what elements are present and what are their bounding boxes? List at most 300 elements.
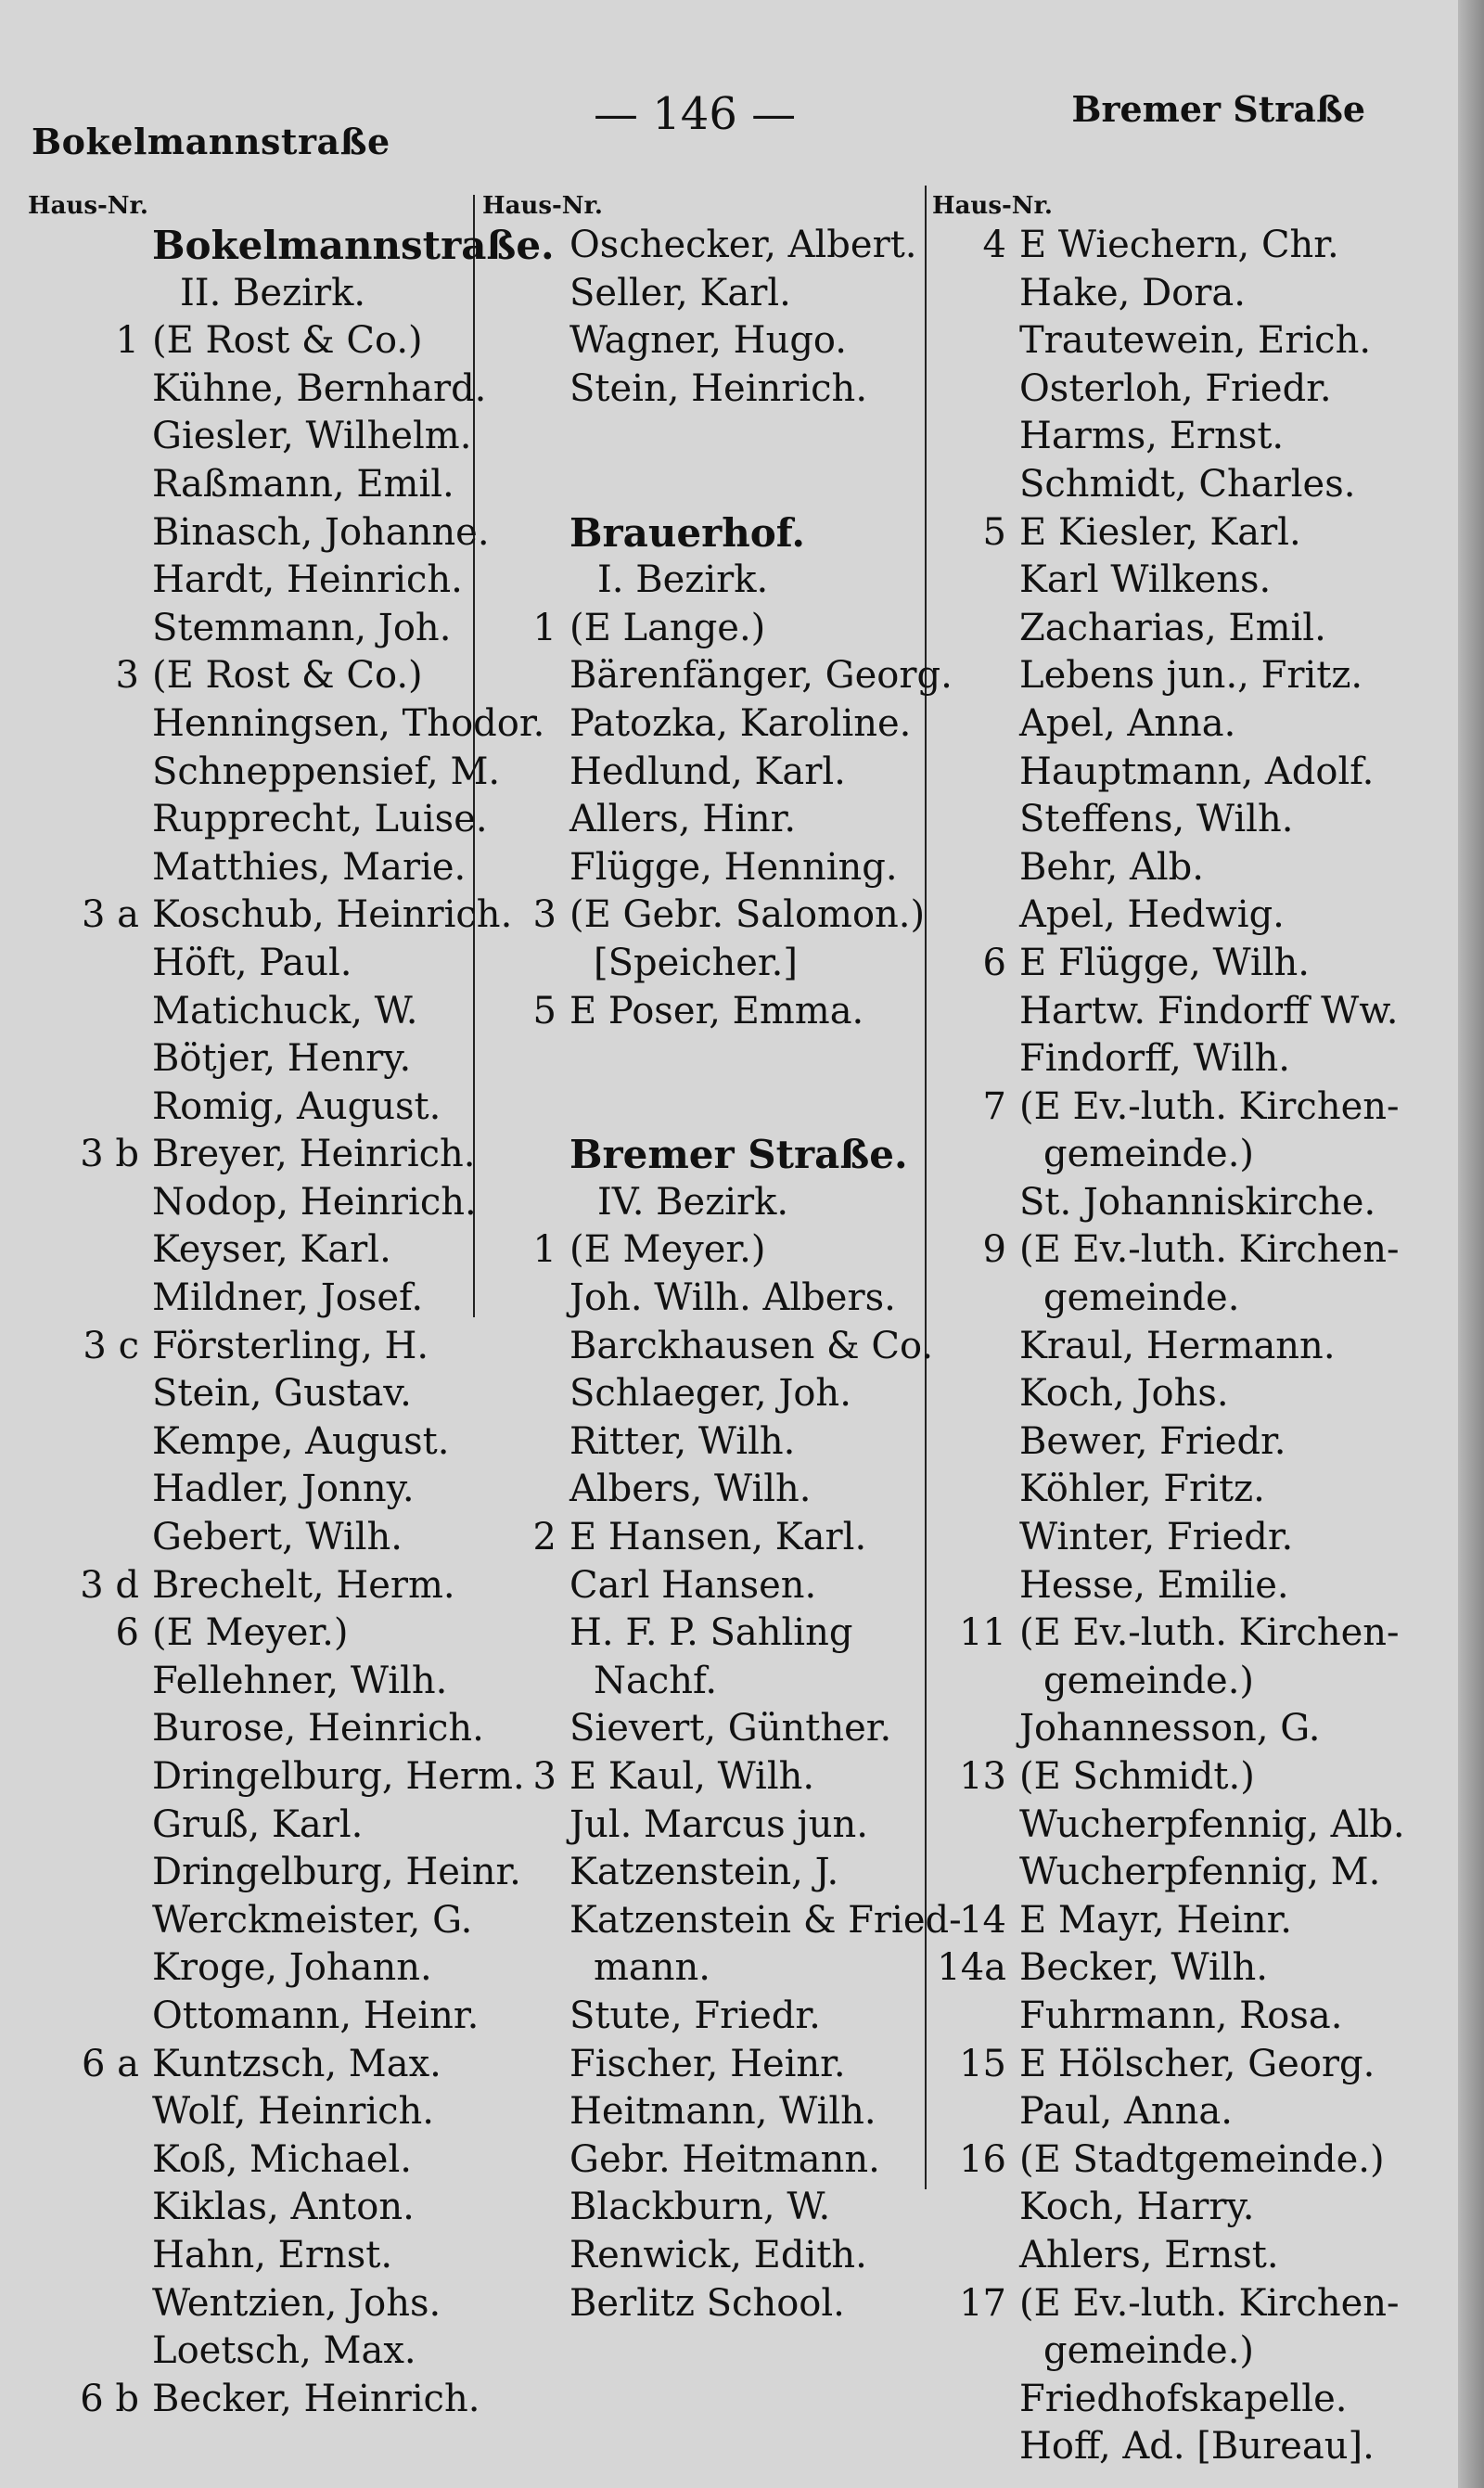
resident-name: Binasch, Johanne. [152, 510, 490, 554]
house-number [28, 700, 152, 749]
resident-name: (E Ev.-luth. Kirchen- [1019, 1228, 1400, 1272]
directory-entry [28, 1849, 521, 1897]
resident-name: Ritter, Wilh. [569, 1419, 796, 1463]
resident-name: Stein, Gustav. [152, 1372, 412, 1416]
directory-entry [932, 700, 1452, 749]
house-number [28, 1802, 152, 1850]
house-number [932, 270, 1019, 318]
house-number: 16 [959, 2137, 1006, 2181]
directory-entry [932, 1610, 1452, 1658]
resident-name: (E Lange.) [569, 606, 766, 649]
directory-entry [932, 1897, 1452, 1945]
directory-entry [932, 2088, 1452, 2136]
hausnr-label: Haus-Nr. [932, 192, 1053, 220]
directory-entry [932, 796, 1452, 844]
directory-entry [932, 1275, 1452, 1323]
page-edge [1458, 0, 1484, 2488]
resident-name: Harms, Ernst. [1019, 415, 1285, 458]
directory-entry [482, 844, 918, 892]
resident-name: Winter, Friedr. [1019, 1516, 1294, 1559]
house-number: 3 [115, 654, 139, 698]
house-number [482, 270, 569, 318]
directory-entry [28, 891, 513, 940]
directory-entry [28, 557, 464, 605]
house-number [28, 461, 152, 509]
resident-name: Carl Hansen. [569, 1563, 817, 1607]
directory-entry [28, 1466, 464, 1514]
directory-entry [932, 222, 1452, 270]
directory-entry [28, 1562, 464, 1610]
house-number [932, 1562, 1019, 1610]
house-number [482, 940, 569, 988]
resident-name: Friedhofskapelle. [1019, 2377, 1348, 2420]
directory-entry [28, 1944, 464, 1993]
resident-name: Karl Wilkens. [1019, 558, 1272, 602]
resident-name: (E Rost & Co.) [152, 319, 423, 363]
column-2 [482, 190, 962, 2328]
resident-name: gemeinde.) [1043, 1133, 1255, 1176]
resident-name: Lebens jun., Fritz. [1019, 654, 1363, 698]
house-number [28, 1370, 152, 1418]
directory-entry [28, 700, 545, 749]
directory-entry [482, 749, 918, 797]
directory-entry [482, 652, 953, 700]
resident-name: Heitmann, Wilh. [569, 2090, 876, 2134]
house-number [932, 2376, 1019, 2424]
district-name: II. Bezirk. [180, 271, 366, 314]
directory-entry [932, 366, 1452, 414]
directory-entry [28, 1275, 464, 1323]
resident-name: Hedlund, Karl. [569, 750, 846, 793]
house-number: 13 [959, 1755, 1006, 1798]
house-number [482, 1418, 569, 1467]
directory-entry [932, 1418, 1452, 1467]
house-number [932, 749, 1019, 797]
resident-name: Katzenstein & Fried- [569, 1898, 962, 1942]
directory-entry [28, 2232, 464, 2280]
house-number [28, 509, 152, 558]
house-number [932, 2232, 1019, 2280]
directory-entry [482, 2041, 918, 2089]
house-number [932, 1466, 1019, 1514]
house-number: 3 [532, 893, 556, 937]
resident-name: Nodop, Heinrich. [152, 1180, 477, 1224]
directory-entry [482, 1418, 918, 1467]
street-heading [28, 222, 555, 270]
directory-entry [932, 1226, 1452, 1275]
house-number [932, 700, 1019, 749]
directory-entry [28, 509, 490, 558]
house-number: 1 [532, 606, 556, 649]
house-number [28, 1466, 152, 1514]
house-number [482, 2184, 569, 2232]
house-number [28, 1705, 152, 1753]
house-number: 6 a [81, 2042, 139, 2085]
house-number [28, 2136, 152, 2185]
house-number [482, 1705, 569, 1753]
house-number [28, 1753, 152, 1802]
directory-entry [932, 1323, 1452, 1371]
resident-name: Barckhausen & Co. [569, 1324, 934, 1367]
house-number [28, 1849, 152, 1897]
house-number [932, 652, 1019, 700]
directory-entry [28, 1418, 464, 1467]
resident-name: Patozka, Karoline. [569, 701, 912, 745]
house-number [28, 988, 152, 1036]
directory-entry [28, 366, 487, 414]
house-number: 4 [982, 224, 1006, 266]
resident-name: Wolf, Heinrich. [152, 2090, 434, 2134]
resident-name: Bötjer, Henry. [152, 1037, 412, 1081]
house-number [932, 2088, 1019, 2136]
resident-name: (E Rost & Co.) [152, 654, 423, 698]
directory-entry [932, 2041, 1452, 2089]
house-number [28, 940, 152, 988]
house-number [932, 1275, 1019, 1323]
district-label [28, 270, 464, 318]
resident-name: Sievert, Günther. [569, 1707, 892, 1751]
directory-entry [482, 222, 918, 270]
directory-entry [28, 1370, 464, 1418]
directory-entry [28, 1802, 464, 1850]
directory-entry [482, 605, 918, 653]
house-number [482, 1275, 569, 1323]
resident-name: (E Ev.-luth. Kirchen- [1019, 2281, 1400, 2325]
house-number: 7 [982, 1084, 1006, 1128]
directory-entry [932, 2328, 1452, 2376]
running-head-right: Bremer Straße [1071, 88, 1365, 130]
directory-entry [482, 1466, 918, 1514]
house-number [932, 844, 1019, 892]
directory-entry [932, 1944, 1452, 1993]
resident-name: Gebert, Wilh. [152, 1516, 403, 1559]
directory-entry [932, 2184, 1452, 2232]
house-number [482, 2280, 569, 2328]
directory-entry [932, 1179, 1452, 1227]
directory-entry [482, 988, 918, 1036]
house-number [932, 557, 1019, 605]
resident-name: Blackburn, W. [569, 2186, 831, 2229]
resident-name: mann. [594, 1946, 711, 1990]
street-name: Bremer Straße. [569, 1132, 908, 1178]
directory-entry [482, 1514, 918, 1562]
house-number [28, 1035, 152, 1084]
house-number [482, 557, 569, 605]
directory-entry [932, 844, 1452, 892]
directory-entry [932, 2136, 1452, 2185]
house-number: 5 [982, 510, 1006, 554]
resident-name: Joh. Wilh. Albers. [569, 1276, 896, 1320]
house-number [932, 1323, 1019, 1371]
house-number: 1 [532, 1228, 556, 1272]
hausnr-label: Haus-Nr. [482, 192, 603, 220]
resident-name: Breyer, Heinrich. [152, 1133, 476, 1176]
directory-entry [932, 413, 1452, 461]
house-number [28, 413, 152, 461]
house-number [932, 366, 1019, 414]
resident-name: Apel, Hedwig. [1019, 893, 1285, 937]
directory-entry [932, 605, 1452, 653]
street-heading [482, 509, 918, 558]
resident-name: E Mayr, Heinr. [1019, 1898, 1293, 1942]
house-number [482, 317, 569, 366]
directory-entry [932, 1370, 1452, 1418]
house-number [28, 2280, 152, 2328]
house-number [482, 1658, 569, 1706]
resident-name: Köhler, Fritz. [1019, 1468, 1265, 1511]
house-number [28, 796, 152, 844]
house-number [28, 557, 152, 605]
district-label [482, 557, 918, 605]
resident-name: Allers, Hinr. [569, 798, 797, 841]
directory-entry [28, 844, 467, 892]
house-number [482, 1562, 569, 1610]
house-number [482, 2136, 569, 2185]
house-number [482, 700, 569, 749]
resident-name: Schmidt, Charles. [1019, 462, 1356, 506]
district-name: I. Bezirk. [597, 558, 769, 602]
house-number [932, 1705, 1019, 1753]
directory-entry [28, 2041, 464, 2089]
house-number [932, 1849, 1019, 1897]
resident-name: Wentzien, Johs. [152, 2281, 441, 2325]
house-number [28, 2184, 152, 2232]
house-number [482, 1993, 569, 2041]
house-number [932, 796, 1019, 844]
house-number [482, 652, 569, 700]
house-number [932, 317, 1019, 366]
house-number [932, 1131, 1019, 1179]
directory-entry [932, 749, 1452, 797]
resident-name: Paul, Anna. [1019, 2090, 1233, 2134]
house-number [482, 2088, 569, 2136]
resident-name: Kraul, Hermann. [1019, 1324, 1336, 1367]
directory-entry [932, 509, 1452, 558]
directory-entry [28, 413, 472, 461]
directory-entry [28, 1131, 476, 1179]
directory-entry [28, 1753, 525, 1802]
house-number [482, 1802, 569, 1850]
column-3 [932, 190, 1452, 2471]
house-number [28, 1514, 152, 1562]
house-number [482, 796, 569, 844]
directory-entry [28, 1897, 473, 1945]
house-number [28, 749, 152, 797]
directory-entry [932, 1131, 1452, 1179]
house-number [28, 1084, 152, 1132]
house-number: 3 c [83, 1324, 139, 1367]
resident-name: St. Johanniskirche. [1019, 1180, 1376, 1224]
directory-entry [482, 1753, 918, 1802]
house-number: 6 [982, 941, 1006, 984]
directory-entry [482, 1323, 934, 1371]
house-number [932, 1514, 1019, 1562]
resident-name: Albers, Wilh. [569, 1468, 812, 1511]
directory-entry [932, 1849, 1452, 1897]
directory-entry [932, 652, 1452, 700]
directory-entry [28, 1658, 464, 1706]
resident-name: gemeinde.) [1043, 2329, 1255, 2373]
house-number [482, 1370, 569, 1418]
directory-entry [932, 2280, 1452, 2328]
directory-entry [482, 1993, 918, 2041]
resident-name: Jul. Marcus jun. [569, 1802, 868, 1846]
resident-name: Försterling, H. [152, 1324, 429, 1367]
resident-name: Kühne, Bernhard. [152, 366, 487, 410]
resident-name: (E Ev.-luth. Kirchen- [1019, 1084, 1400, 1128]
directory-entry [28, 652, 464, 700]
resident-name: Höft, Paul. [152, 941, 352, 984]
directory-entry [28, 1035, 464, 1084]
resident-name: gemeinde.) [1043, 1659, 1255, 1702]
house-number [28, 222, 152, 270]
directory-entry [482, 1370, 918, 1418]
resident-name: E Kiesler, Karl. [1019, 510, 1301, 554]
resident-name: Hadler, Jonny. [152, 1468, 415, 1511]
house-number [482, 366, 569, 414]
resident-name: Kiklas, Anton. [152, 2186, 415, 2229]
directory-entry [482, 1658, 918, 1706]
resident-name: (E Meyer.) [569, 1228, 766, 1272]
house-number [28, 605, 152, 653]
resident-name: Loetsch, Max. [152, 2329, 416, 2373]
resident-name: Hesse, Emilie. [1019, 1563, 1289, 1607]
resident-name: Mildner, Josef. [152, 1276, 424, 1320]
directory-entry [28, 1084, 464, 1132]
resident-name: Hardt, Heinrich. [152, 558, 463, 602]
directory-entry [932, 317, 1452, 366]
house-number [482, 1323, 569, 1371]
house-number: 14a [937, 1946, 1006, 1990]
directory-entry [28, 988, 464, 1036]
resident-name: E Poser, Emma. [569, 989, 864, 1032]
house-number [482, 1849, 569, 1897]
directory-entry [482, 2088, 918, 2136]
house-number [932, 988, 1019, 1036]
resident-name: E Flügge, Wilh. [1019, 941, 1311, 984]
resident-name: Schneppensief, M. [152, 750, 501, 793]
house-number [28, 1179, 152, 1227]
resident-name: Findorff, Wilh. [1019, 1037, 1291, 1081]
resident-name: Schlaeger, Joh. [569, 1372, 851, 1416]
directory-entry [28, 2136, 464, 2185]
house-number: 3 b [80, 1133, 139, 1176]
house-number [28, 844, 152, 892]
resident-name: Trautewein, Erich. [1019, 319, 1372, 363]
directory-entry [28, 2328, 464, 2376]
directory-entry [932, 2232, 1452, 2280]
house-number [482, 1897, 569, 1945]
house-number [482, 2232, 569, 2280]
page-header [0, 0, 1458, 176]
resident-name: Giesler, Wilhelm. [152, 415, 472, 458]
directory-entry [482, 1705, 918, 1753]
directory-entry [482, 2232, 918, 2280]
resident-name: Hauptmann, Adolf. [1019, 750, 1375, 793]
resident-name: Henningsen, Thodor. [152, 701, 545, 745]
directory-entry [28, 749, 501, 797]
spacer [482, 1035, 918, 1084]
resident-name: Flügge, Henning. [569, 845, 898, 889]
house-number [932, 1993, 1019, 2041]
house-number [482, 1131, 569, 1179]
directory-entry [482, 2136, 918, 2185]
resident-name: Matichuck, W. [152, 989, 418, 1032]
resident-name: Wucherpfennig, Alb. [1019, 1802, 1405, 1846]
resident-name: (E Stadtgemeinde.) [1019, 2137, 1385, 2181]
directory-entry [482, 796, 918, 844]
house-number [482, 1610, 569, 1658]
directory-entry [28, 1514, 464, 1562]
house-number [482, 1466, 569, 1514]
column-1 [28, 190, 555, 2423]
directory-entry [28, 1705, 484, 1753]
directory-entry [28, 1993, 480, 2041]
directory-entry [482, 1226, 918, 1275]
house-number [28, 2232, 152, 2280]
directory-entry [28, 1226, 464, 1275]
spacer [482, 1084, 918, 1132]
resident-name: Gebr. Heitmann. [569, 2137, 880, 2181]
resident-name: Fellehner, Wilh. [152, 1659, 448, 1702]
directory-entry [932, 988, 1452, 1036]
spacer [482, 413, 918, 461]
resident-name: E Kaul, Wilh. [569, 1755, 815, 1798]
resident-name: gemeinde. [1043, 1276, 1240, 1320]
resident-name: Kroge, Johann. [152, 1946, 432, 1990]
house-number [28, 1993, 152, 2041]
directory-entry [28, 1179, 477, 1227]
spacer [482, 461, 918, 509]
directory-entry [932, 1084, 1452, 1132]
directory-entry [482, 940, 918, 988]
resident-name: Berlitz School. [569, 2281, 845, 2325]
resident-name: Rupprecht, Luise. [152, 798, 488, 841]
directory-entry [932, 1562, 1452, 1610]
house-number: 3 a [81, 893, 139, 937]
resident-name: Werckmeister, G. [152, 1898, 473, 1942]
district-label [482, 1179, 918, 1227]
house-number [28, 1944, 152, 1993]
house-number [482, 844, 569, 892]
directory-entry [28, 1323, 464, 1371]
house-number: 1 [115, 319, 139, 363]
resident-name: Wucherpfennig, M. [1019, 1851, 1381, 1894]
page-number: — 146 — [594, 88, 797, 140]
directory-entry [28, 2376, 480, 2424]
resident-name: Dringelburg, Heinr. [152, 1851, 521, 1894]
resident-name: Romig, August. [152, 1084, 441, 1128]
resident-name: (E Ev.-luth. Kirchen- [1019, 1611, 1400, 1655]
house-number [932, 1179, 1019, 1227]
resident-name: Koch, Johs. [1019, 1372, 1229, 1416]
house-number [28, 270, 152, 318]
resident-name: Burose, Heinrich. [152, 1707, 484, 1751]
street-name: Bokelmannstraße. [152, 223, 555, 268]
resident-name: Kuntzsch, Max. [152, 2042, 441, 2085]
directory-entry [482, 700, 918, 749]
house-number [28, 1226, 152, 1275]
hausnr-label: Haus-Nr. [28, 192, 148, 220]
resident-name: [Speicher.] [594, 941, 798, 984]
resident-name: Fuhrmann, Rosa. [1019, 1994, 1343, 2037]
house-number [932, 2184, 1019, 2232]
directory-entry [932, 1466, 1452, 1514]
resident-name: Stein, Heinrich. [569, 366, 868, 410]
directory-entry [932, 940, 1452, 988]
resident-name: Keyser, Karl. [152, 1228, 391, 1272]
resident-name: Behr, Alb. [1019, 845, 1204, 889]
